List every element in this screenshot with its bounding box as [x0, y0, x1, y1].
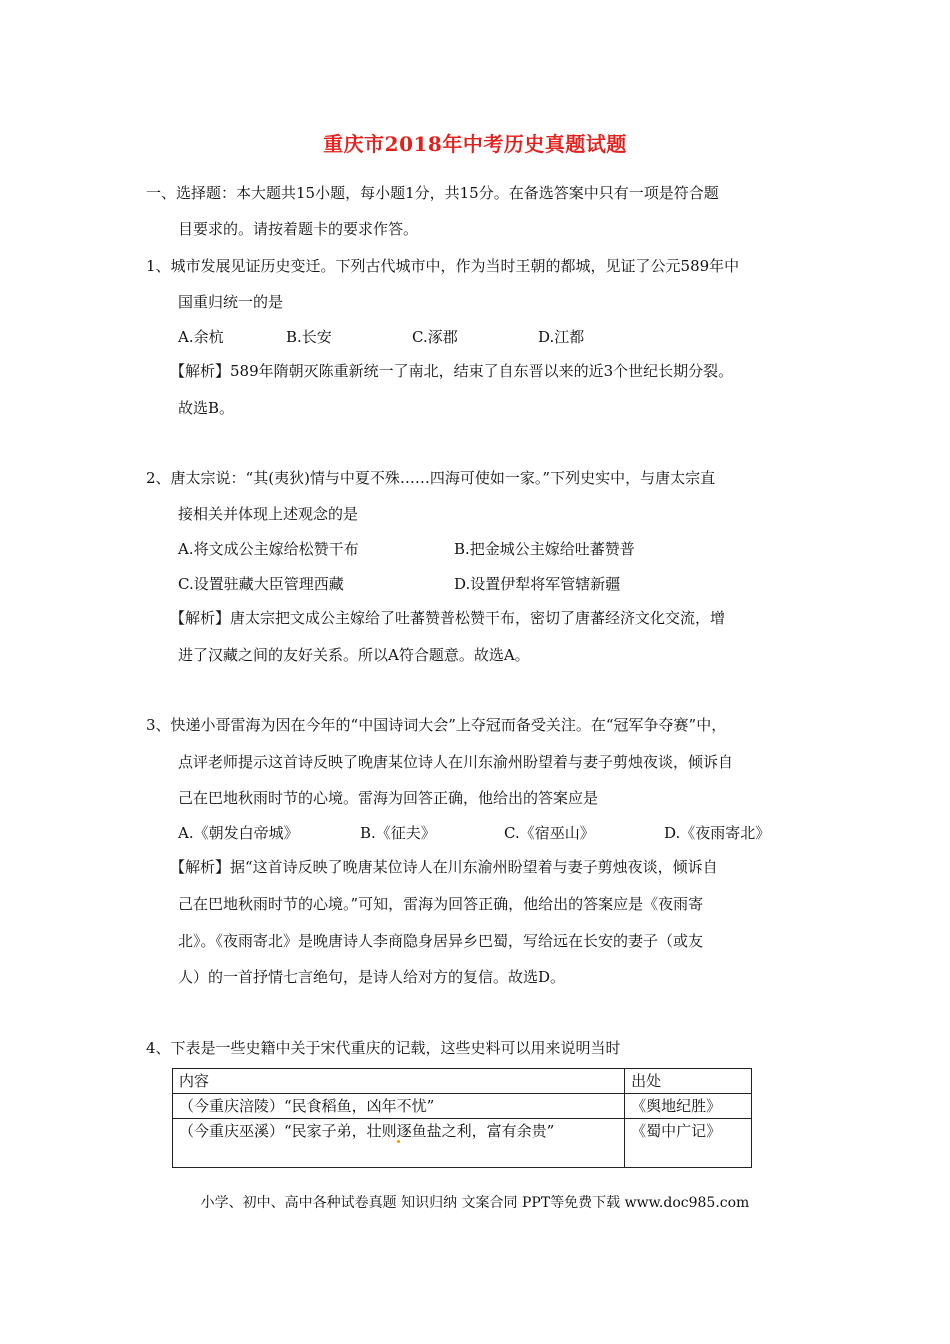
- question-1-stem-line-2: 国重归统一的是: [178, 293, 284, 311]
- table-cell-source: 《蜀中广记》: [625, 1119, 752, 1168]
- page-footer: 小学、初中、高中各种试卷真题 知识归纳 文案合同 PPT等免费下载 www.doc985.com: [200, 1195, 750, 1211]
- table-header-source: 出处: [625, 1069, 752, 1094]
- question-3-stem-line-3: 己在巴地秋雨时节的心境。雷海为回答正确，他给出的答案应是: [178, 789, 599, 807]
- table-cell-content: （今重庆巫溪）“民家子弟，壮则逐鱼盐之利，富有余贵”: [173, 1119, 625, 1168]
- question-2-option-d: D.设置伊犁将军管辖新疆: [454, 575, 621, 593]
- question-2-option-b: B.把金城公主嫁给吐蕃赞普: [454, 540, 635, 558]
- question-3-option-d: D.《夜雨寄北》: [664, 824, 771, 842]
- question-2-analysis-line-1: 【解析】唐太宗把文成公主嫁给了吐蕃赞普松赞干布，密切了唐蕃经济文化交流，增: [170, 609, 726, 627]
- question-3-analysis-line-3: 北》。《夜雨寄北》是晚唐诗人李商隐身居异乡巴蜀，写给远在长安的妻子（或友: [178, 932, 704, 950]
- page-title: 重庆市2018年中考历史真题试题: [323, 132, 627, 156]
- question-1-analysis-line-2: 故选B。: [178, 399, 235, 417]
- question-2-stem-line-1: 2、唐太宗说：“其(夷狄)情与中夏不殊……四海可使如一家。”下列史实中，与唐太宗直: [146, 469, 716, 487]
- question-1-analysis-line-1: 【解析】589年隋朝灭陈重新统一了南北，结束了自东晋以来的近3个世纪长期分裂。: [170, 362, 734, 380]
- question-1-option-b: B.长安: [286, 328, 332, 346]
- question-3-analysis-line-2: 己在巴地秋雨时节的心境。”可知，雷海为回答正确，他给出的答案应是《夜雨寄: [178, 895, 704, 913]
- table-header-row: [173, 1069, 752, 1094]
- question-2-stem-line-2: 接相关并体现上述观念的是: [178, 505, 359, 523]
- question-3-option-a: A.《朝发白帝城》: [178, 824, 299, 842]
- section-instruction-line-1: 一、选择题：本大题共15小题，每小题1分，共15分。在备选答案中只有一项是符合题: [146, 184, 719, 202]
- question-1-option-c: C.涿郡: [412, 328, 458, 346]
- section-instruction-line-2: 目要求的。请按着题卡的要求作答。: [178, 220, 419, 238]
- ink-speck: [397, 1140, 400, 1143]
- question-2-analysis-line-2: 进了汉藏之间的友好关系。所以A符合题意。故选A。: [178, 646, 530, 664]
- question-3-analysis-line-4: 人）的一首抒情七言绝句，是诗人给对方的复信。故选D。: [178, 968, 566, 986]
- question-1-option-a: A.余杭: [178, 328, 224, 346]
- question-3-stem-line-1: 3、快递小哥雷海为因在今年的“中国诗词大会”上夺冠而备受关注。在“冠军争夺赛”中，: [146, 716, 727, 734]
- question-1-stem-line-1: 1、城市发展见证历史变迁。下列古代城市中，作为当时王朝的都城，见证了公元589年中: [146, 257, 740, 275]
- question-3-option-b: B.《征夫》: [360, 824, 436, 842]
- question-3-stem-line-2: 点评老师提示这首诗反映了晚唐某位诗人在川东渝州盼望着与妻子剪烛夜谈，倾诉自: [178, 753, 734, 771]
- question-4-stem-line-1: 4、下表是一些史籍中关于宋代重庆的记载，这些史料可以用来说明当时: [146, 1039, 621, 1057]
- question-1-option-d: D.江都: [538, 328, 585, 346]
- table-row: [173, 1119, 752, 1168]
- table-row: [173, 1094, 752, 1119]
- question-2-option-a: A.将文成公主嫁给松赞干布: [178, 540, 359, 558]
- question-3-option-c: C.《宿巫山》: [504, 824, 595, 842]
- table-cell-source: 《舆地纪胜》: [625, 1094, 752, 1119]
- table-header-content: 内容: [173, 1069, 625, 1094]
- source-table: [172, 1068, 752, 1168]
- question-2-option-c: C.设置驻藏大臣管理西藏: [178, 575, 344, 593]
- question-3-analysis-line-1: 【解析】据“这首诗反映了晚唐某位诗人在川东渝州盼望着与妻子剪烛夜谈，倾诉自: [170, 858, 718, 876]
- table-cell-content: （今重庆涪陵）“民食稻鱼，凶年不忧”: [173, 1094, 625, 1119]
